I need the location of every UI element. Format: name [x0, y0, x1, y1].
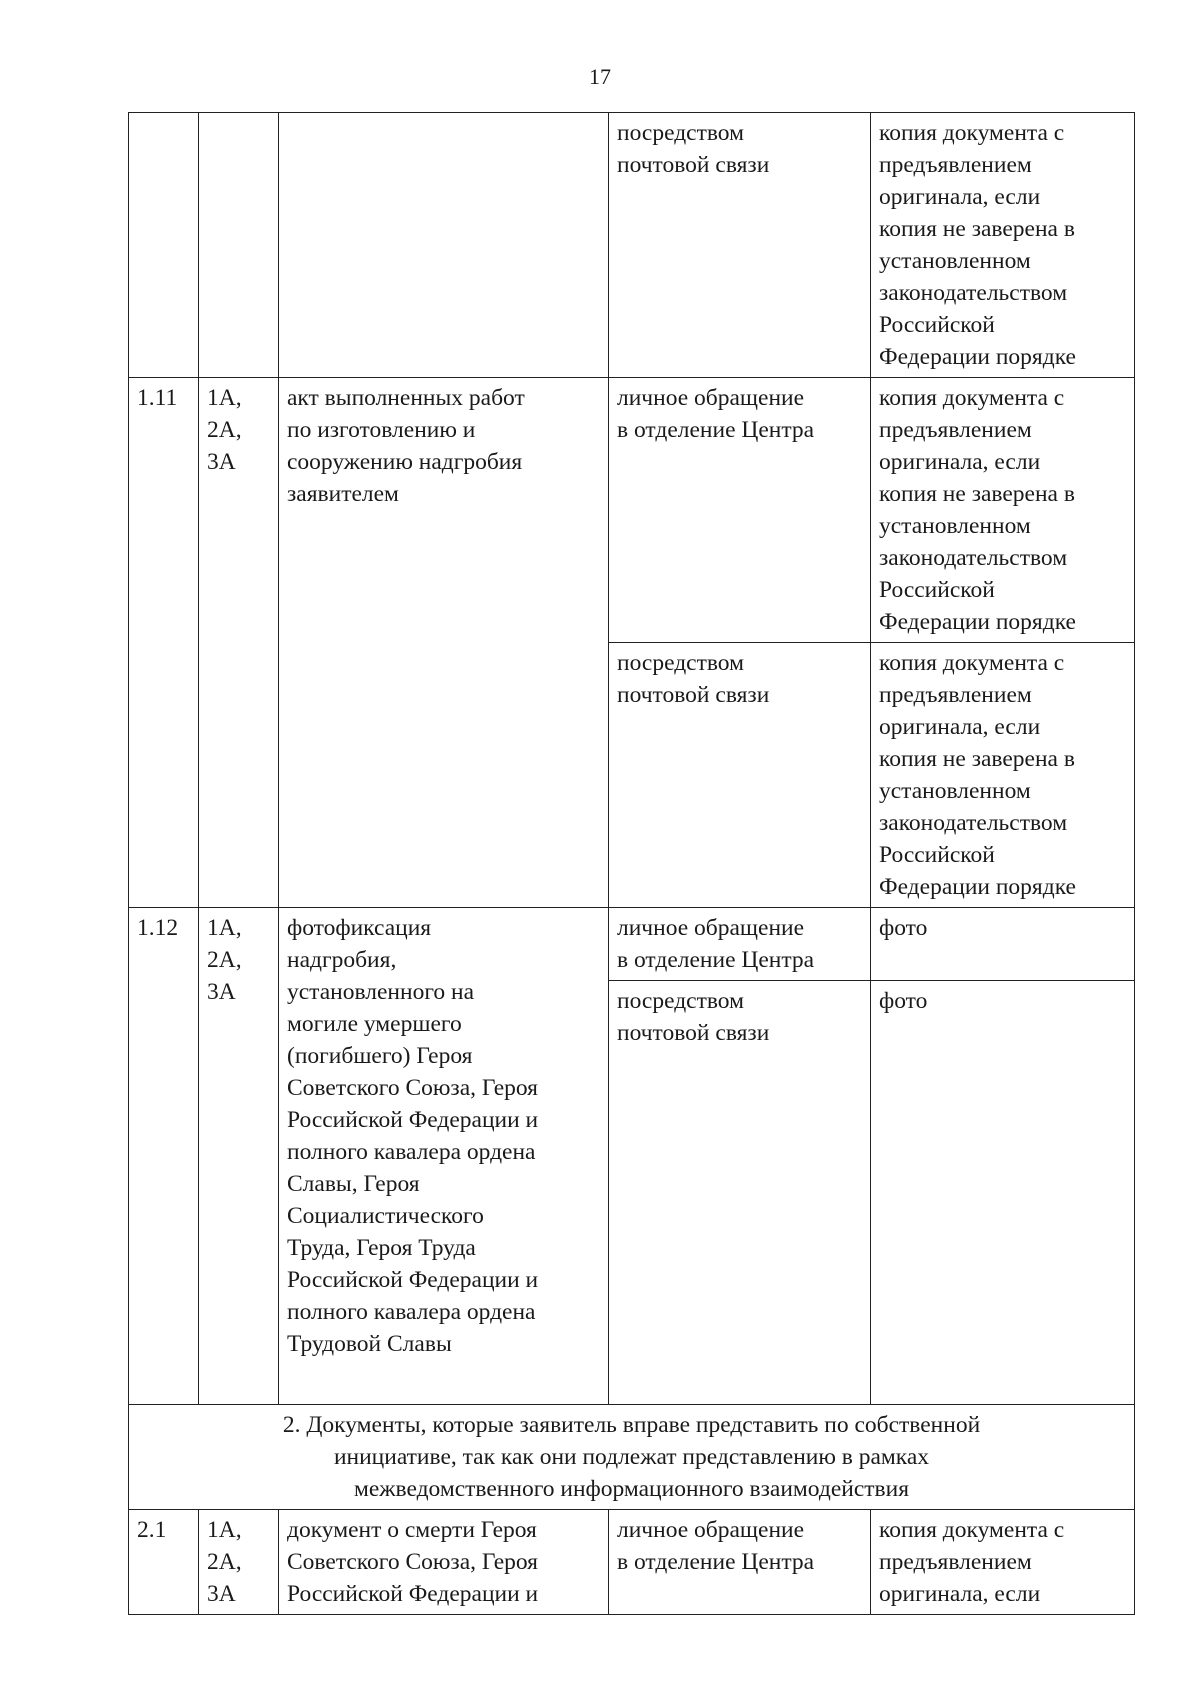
category-cell: 1А, 2А, 3А	[199, 378, 279, 908]
category-cell	[199, 113, 279, 378]
documents-table	[128, 112, 1135, 1615]
category-cell: 1А, 2А, 3А	[199, 1510, 279, 1615]
document-cell: фотофиксация надгробия, установленного на могиле умершего (погибшего) Героя Советского Союза, Героя Российской Федерации и полного кавалера ордена Славы, Героя Социалистического Труда, Героя Труда Российской Федерации и полного кавалера ордена Трудовой Славы	[279, 908, 609, 1405]
table-row	[129, 113, 1135, 378]
category-cell: 1А, 2А, 3А	[199, 908, 279, 1405]
table-row	[129, 908, 1135, 981]
document-form-cell: копия документа с предъявлением оригинала, если копия не заверена в установленном законодательством Российской Федерации порядке	[871, 378, 1135, 643]
document-form-cell: фото	[871, 908, 1135, 981]
submission-method-cell: личное обращение в отделение Центра	[609, 378, 871, 643]
section-header-row	[129, 1405, 1135, 1510]
document-form-cell: фото	[871, 981, 1135, 1405]
document-cell	[279, 113, 609, 378]
submission-method-cell: личное обращение в отделение Центра	[609, 1510, 871, 1615]
row-number-cell: 1.12	[129, 908, 199, 1405]
document-form-cell: копия документа с предъявлением оригинала, если копия не заверена в установленном законодательством Российской Федерации порядке	[871, 113, 1135, 378]
section-title: 2. Документы, которые заявитель вправе представить по собственной инициативе, так как они подлежат представлению в рамках межведомственного информационного взаимодействия	[129, 1405, 1135, 1510]
document-cell: акт выполненных работ по изготовлению и сооружению надгробия заявителем	[279, 378, 609, 908]
document-cell: документ о смерти Героя Советского Союза, Героя Российской Федерации и	[279, 1510, 609, 1615]
row-number-cell	[129, 113, 199, 378]
submission-method-cell: посредством почтовой связи	[609, 113, 871, 378]
table-row	[129, 1510, 1135, 1615]
submission-method-cell: личное обращение в отделение Центра	[609, 908, 871, 981]
row-number-cell: 1.11	[129, 378, 199, 908]
document-form-cell: копия документа с предъявлением оригинала, если	[871, 1510, 1135, 1615]
page-number: 17	[589, 64, 611, 89]
submission-method-cell: посредством почтовой связи	[609, 981, 871, 1405]
row-number-cell: 2.1	[129, 1510, 199, 1615]
submission-method-cell: посредством почтовой связи	[609, 643, 871, 908]
document-form-cell: копия документа с предъявлением оригинала, если копия не заверена в установленном законодательством Российской Федерации порядке	[871, 643, 1135, 908]
table-row	[129, 378, 1135, 643]
